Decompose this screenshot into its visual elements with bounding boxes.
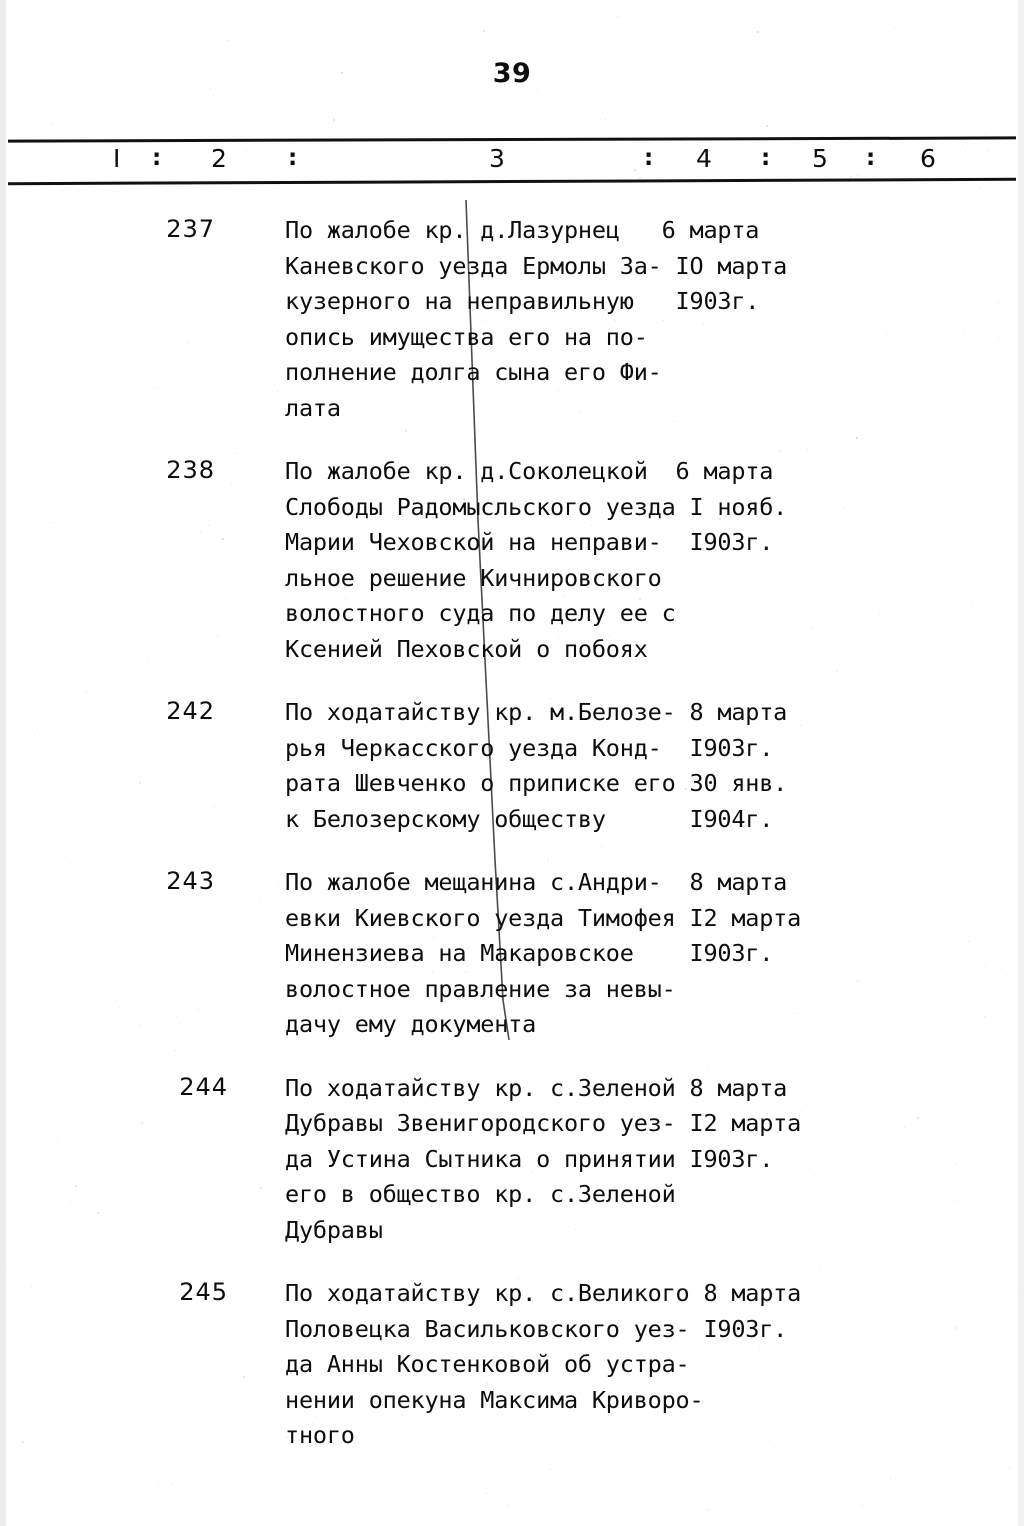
scan-speck	[605, 119, 606, 120]
scan-speck	[545, 185, 546, 186]
entry-text-line: По ходатайству кр. м.Белозе- 8 марта	[285, 698, 788, 726]
scan-speck	[805, 202, 806, 203]
scan-speck	[171, 1483, 172, 1484]
entry-text	[285, 454, 1024, 667]
scan-speck	[565, 40, 566, 41]
column-separator: :	[152, 145, 162, 171]
scan-speck	[979, 188, 980, 189]
scan-speck	[35, 107, 36, 108]
entry-row	[0, 1276, 1024, 1454]
entry-text-line: По жалобе мещанина с.Андри- 8 марта	[285, 868, 788, 896]
entry-number: 237	[166, 215, 215, 243]
scan-speck	[693, 91, 694, 92]
entry-text	[285, 1071, 1024, 1249]
scan-speck	[617, 16, 618, 17]
entry-text-line: да Устина Сытника о принятии I903г.	[285, 1144, 774, 1173]
entry-row	[0, 865, 1024, 1043]
scan-speck	[894, 27, 895, 28]
scan-speck	[215, 1484, 216, 1485]
entry-text-line: Минензиева на Макаровское I903г.	[285, 939, 774, 967]
entry-number: 245	[179, 1278, 228, 1306]
entry-text-line: дачу ему документа	[285, 1010, 537, 1038]
entry-text-line: волостного суда по делу ее с	[285, 599, 676, 627]
scan-speck	[508, 1505, 509, 1506]
scan-speck	[389, 127, 390, 128]
entry-text-line: Слободы Радомысльского уезда I нояб.	[285, 492, 788, 521]
entry-text-line: его в общество кр. с.Зеленой	[285, 1180, 676, 1208]
entry-text-line: опись имущества его на по-	[285, 322, 648, 351]
entry-text-line: По ходатайству кр. с.Великого 8 марта	[285, 1279, 802, 1307]
header-rule-top	[8, 136, 1016, 142]
column-number-5: 5	[812, 144, 828, 173]
entry-text-line: рья Черкасского уезда Конд- I903г.	[285, 733, 774, 762]
entry-text-line: Дубравы	[285, 1215, 383, 1244]
entry-text-line: кузерного на неправильную I903г.	[285, 287, 760, 315]
scan-speck	[483, 30, 485, 32]
entry-text-line: полнение долга сына его Фи-	[285, 358, 662, 386]
entry-text-line: Ксенией Пеховской о побоях	[285, 634, 648, 663]
entry-text-line: льное решение Кичнировского	[285, 563, 662, 592]
entry-text-line: да Анны Костенковой об устра-	[285, 1350, 690, 1378]
scan-speck	[333, 119, 335, 121]
scan-speck	[276, 54, 277, 55]
column-separator: :	[288, 145, 298, 171]
entry-row	[0, 695, 1024, 837]
entry-number: 244	[179, 1072, 228, 1101]
entry-row	[0, 454, 1024, 667]
entry-text	[285, 695, 1024, 837]
scan-speck	[12, 99, 13, 100]
scan-speck	[51, 124, 52, 125]
column-header-row	[0, 144, 1024, 178]
entry-text	[285, 213, 1024, 426]
scan-speck	[228, 40, 229, 41]
scan-speck	[255, 196, 256, 197]
scan-speck	[707, 1509, 709, 1511]
scan-speck	[537, 89, 538, 90]
entry-text-line: евки Киевского уезда Тимофея I2 марта	[285, 903, 802, 932]
scan-speck	[244, 128, 245, 129]
scan-speck	[642, 19, 643, 20]
scan-speck	[8, 1, 9, 2]
scan-speck	[274, 1483, 275, 1484]
entry-number: 243	[166, 867, 215, 895]
column-separator: :	[644, 145, 654, 171]
entry-number: 242	[166, 697, 215, 725]
entry-number: 238	[166, 456, 215, 484]
column-number-3: 3	[489, 144, 505, 173]
scan-speck	[862, 1505, 863, 1506]
entry-text	[285, 865, 1024, 1043]
entry-text-line: лата	[285, 393, 341, 422]
entry-text-line: Каневского уезда Ермолы За- IO марта	[285, 251, 788, 280]
entry-text-line: рата Шевченко о приписке его 30 янв.	[285, 769, 788, 797]
entry-text-line: Половецка Васильковского уез- I903г.	[285, 1314, 788, 1343]
entry-text-line: По жалобе кр. д.Соколецкой 6 марта	[285, 457, 774, 485]
column-number-I: I	[113, 144, 121, 173]
entry-text-line: волостное правление за невы-	[285, 974, 676, 1003]
scan-speck	[159, 1482, 160, 1483]
entry-list	[0, 213, 1024, 1482]
column-number-4: 4	[696, 144, 712, 173]
entry-text-line: По жалобе кр. д.Лазурнец 6 марта	[285, 216, 760, 244]
entry-text	[285, 1276, 1024, 1454]
column-number-6: 6	[920, 144, 936, 173]
scan-speck	[486, 1493, 487, 1494]
column-separator: :	[761, 145, 771, 171]
entry-text-line: тного	[285, 1421, 355, 1449]
column-number-2: 2	[211, 144, 227, 173]
scan-speck	[975, 9, 976, 10]
entry-row	[0, 213, 1024, 426]
header-rule-bottom	[8, 178, 1016, 185]
entry-text-line: Дубравы Звенигородского уез- I2 марта	[285, 1109, 802, 1137]
page-number: 39	[492, 58, 532, 89]
scan-speck	[766, 125, 768, 127]
scan-speck	[757, 31, 759, 33]
entry-text-line: нении опекуна Максима Криворо-	[285, 1385, 704, 1414]
column-separator: :	[866, 145, 876, 171]
entry-text-line: По ходатайству кр. с.Зеленой 8 марта	[285, 1073, 788, 1102]
entry-row	[0, 1071, 1024, 1249]
entry-text-line: к Белозерскому обществу I904г.	[285, 804, 774, 833]
entry-text-line: Марии Чеховской на неправи- I903г.	[285, 528, 774, 556]
